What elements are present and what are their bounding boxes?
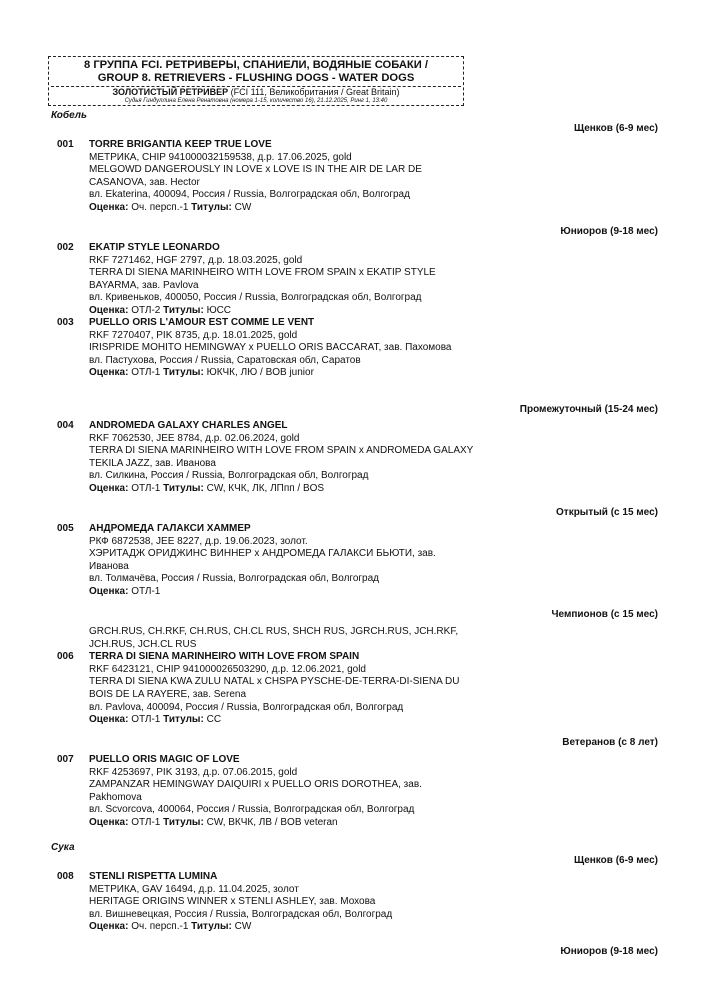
dog-name: ANDROMEDA GALAXY CHARLES ANGEL: [89, 420, 288, 431]
entry-003: [57, 317, 477, 380]
score: ОТЛ-1: [128, 714, 164, 726]
dog-name: PUELLO ORIS L'AMOUR EST COMME LE VENT: [89, 317, 315, 328]
class-heading: Юниоров (9-18 мес): [560, 946, 658, 957]
titles: ЮКЧК, ЛЮ / BOB junior: [203, 367, 314, 379]
dog-name: АНДРОМЕДА ГАЛАКСИ ХАММЕР: [89, 523, 251, 534]
class-heading: Юниоров (9-18 мес): [560, 226, 658, 237]
score: ОТЛ-1: [128, 585, 161, 597]
score-label: Оценка:: [89, 714, 129, 726]
entry-number: 008: [57, 871, 74, 882]
titles-label: Титулы:: [163, 816, 204, 828]
score: ОТЛ-1: [128, 816, 164, 828]
dog-name: EKATIP STYLE LEONARDO: [89, 242, 220, 253]
registration: МЕТРИКА, GAV 16494, д.р. 11.04.2025, золот: [89, 883, 299, 895]
pedigree: TERRA DI SIENA KWA ZULU NATAL x CHSPA PYSCHE-DE-TERRA-DI-SIENA DU BOIS DE LA RAYERE, зав. Serena: [89, 676, 460, 700]
registration: МЕТРИКА, CHIP 941000032159538, д.р. 17.06.2025, gold: [89, 151, 352, 163]
titles-label: Титулы:: [163, 367, 204, 379]
result: [89, 202, 477, 215]
score-label: Оценка:: [89, 921, 129, 933]
breed-name: ЗОЛОТИСТЫЙ РЕТРИВЕР: [112, 87, 229, 97]
owner: вл. Кривеньков, 400050, Россия / Russia, Волгоградская обл, Волгоград: [89, 292, 422, 304]
entry-number: 006: [57, 651, 74, 663]
result: [89, 714, 477, 727]
class-heading: Открытый (с 15 мес): [556, 507, 658, 518]
titles: CW: [231, 201, 252, 213]
catalog-header: [48, 56, 464, 106]
result: [89, 483, 477, 496]
registration: RKF 7270407, PIK 8735, д.р. 18.01.2025, gold: [89, 329, 298, 341]
entry-007: [57, 754, 477, 830]
pedigree: ХЭРИТАДЖ ОРИДЖИНС ВИННЕР x АНДРОМЕДА ГАЛАКСИ БЬЮТИ, зав. Иванова: [89, 548, 436, 572]
owner: вл. Толмачёва, Россия / Russia, Волгоградская обл, Волгоград: [89, 573, 379, 585]
judge-info: Судья Гиндуллина Елена Ренатовна (номера 1-15, количество 16), 21.12.2025, Ринг 1, 13:40: [124, 98, 388, 104]
result: [89, 367, 477, 380]
titles-label: Титулы:: [163, 304, 204, 316]
entry-006: [57, 626, 477, 727]
score-label: Оценка:: [89, 201, 129, 213]
score: ОТЛ-2: [128, 304, 164, 316]
owner: вл. Ekaterina, 400094, Россия / Russia, Волгоградская обл, Волгоград: [89, 189, 410, 201]
result: [89, 921, 477, 934]
section-male: Кобель: [51, 110, 87, 121]
entry-number: 002: [57, 242, 74, 253]
titles: CW: [231, 921, 252, 933]
titles: ЮСС: [203, 304, 232, 316]
owner: вл. Силкина, Россия / Russia, Волгоградская обл, Волгоград: [89, 470, 369, 482]
breed-info: (FCI 111, Великобритания / Great Britain): [228, 87, 400, 97]
pedigree: TERRA DI SIENA MARINHEIRO WITH LOVE FROM SPAIN x EKATIP STYLE BAYARMA, зав. Pavlova: [89, 267, 436, 291]
titles-label: Титулы:: [191, 201, 232, 213]
titles: CC: [203, 714, 222, 726]
entry-008: [57, 871, 477, 934]
registration: RKF 6423121, CHIP 941000026503290, д.р. 12.06.2021, gold: [89, 663, 366, 675]
result: [89, 586, 477, 599]
section-female: Сука: [51, 842, 75, 853]
class-heading: Щенков (6-9 мес): [574, 855, 658, 866]
titles: CW, КЧК, ЛК, ЛПпп / BOS: [203, 482, 325, 494]
owner: вл. Pavlova, 400094, Россия / Russia, Волгоградская обл, Волгоград: [89, 701, 404, 713]
entry-number: 004: [57, 420, 74, 431]
score: ОТЛ-1: [128, 367, 164, 379]
pedigree: HERITAGE ORIGINS WINNER x STENLI ASHLEY, зав. Мохова: [89, 896, 376, 908]
titles-label: Титулы:: [191, 921, 232, 933]
pedigree: MELGOWD DANGEROUSLY IN LOVE x LOVE IS IN THE AIR DE LAR DE CASANOVA, зав. Hector: [89, 164, 422, 188]
score-label: Оценка:: [89, 304, 129, 316]
class-heading: Промежуточный (15-24 мес): [519, 404, 658, 415]
entry-002: [57, 242, 477, 318]
entry-004: [57, 420, 477, 496]
class-heading: Ветеранов (с 8 лет): [562, 737, 658, 748]
entry-number: 005: [57, 523, 74, 534]
registration: РКФ 6872538, JEE 8227, д.р. 19.06.2023, золот.: [89, 535, 308, 547]
entry-005: [57, 523, 477, 599]
registration: RKF 7271462, HGF 2797, д.р. 18.03.2025, gold: [89, 254, 303, 266]
score: Оч. персп.-1: [128, 201, 192, 213]
champion-titles: GRCH.RUS, CH.RKF, CH.RUS, CH.CL RUS, SHCH RUS, JGRCH.RUS, JCH.RKF, JCH.RUS, JCH.CL RUS: [89, 626, 459, 650]
score-label: Оценка:: [89, 816, 129, 828]
group-title-en: GROUP 8. RETRIEVERS - FLUSHING DOGS - WATER DOGS: [97, 72, 415, 84]
owner: вл. Вишневецкая, Россия / Russia, Волгоградская обл, Волгоград: [89, 908, 393, 920]
result: [89, 305, 477, 318]
registration: RKF 7062530, JEE 8784, д.р. 02.06.2024, gold: [89, 432, 300, 444]
result: [89, 817, 477, 830]
entry-number: 007: [57, 754, 74, 765]
dog-name: PUELLO ORIS MAGIC OF LOVE: [89, 754, 240, 765]
dog-name: TERRA DI SIENA MARINHEIRO WITH LOVE FROM SPAIN: [89, 651, 360, 663]
registration: RKF 4253697, PIK 3193, д.р. 07.06.2015, gold: [89, 766, 298, 778]
pedigree: IRISPRIDE MOHITO HEMINGWAY x PUELLO ORIS BACCARAT, зав. Пахомова: [89, 342, 452, 354]
class-heading: Чемпионов (с 15 мес): [551, 609, 658, 620]
entry-number: 003: [57, 317, 74, 328]
dog-name: TORRE BRIGANTIA KEEP TRUE LOVE: [89, 139, 272, 150]
titles: CW, ВКЧК, ЛВ / BOB veteran: [203, 816, 338, 828]
group-title-ru: 8 ГРУППА FCI. РЕТРИВЕРЫ, СПАНИЕЛИ, ВОДЯНЫЕ СОБАКИ /: [83, 59, 429, 71]
score: ОТЛ-1: [128, 482, 164, 494]
score-label: Оценка:: [89, 482, 129, 494]
entry-number: 001: [57, 139, 74, 150]
score-label: Оценка:: [89, 367, 129, 379]
dog-name: STENLI RISPETTA LUMINA: [89, 871, 218, 882]
titles-label: Титулы:: [163, 714, 204, 726]
owner: вл. Scvorcova, 400064, Россия / Russia, Волгоградская обл, Волгоград: [89, 804, 415, 816]
score: Оч. персп.-1: [128, 921, 192, 933]
owner: вл. Пастухова, Россия / Russia, Саратовская обл, Саратов: [89, 354, 361, 366]
pedigree: ZAMPANZAR HEMINGWAY DAIQUIRI x PUELLO ORIS DOROTHEA, зав. Pakhomova: [89, 779, 422, 803]
score-label: Оценка:: [89, 585, 129, 597]
pedigree: TERRA DI SIENA MARINHEIRO WITH LOVE FROM SPAIN x ANDROMEDA GALAXY TEKILA JAZZ, зав. Иванова: [89, 445, 474, 469]
class-heading: Щенков (6-9 мес): [574, 123, 658, 134]
entry-001: [57, 139, 477, 215]
titles-label: Титулы:: [163, 482, 204, 494]
